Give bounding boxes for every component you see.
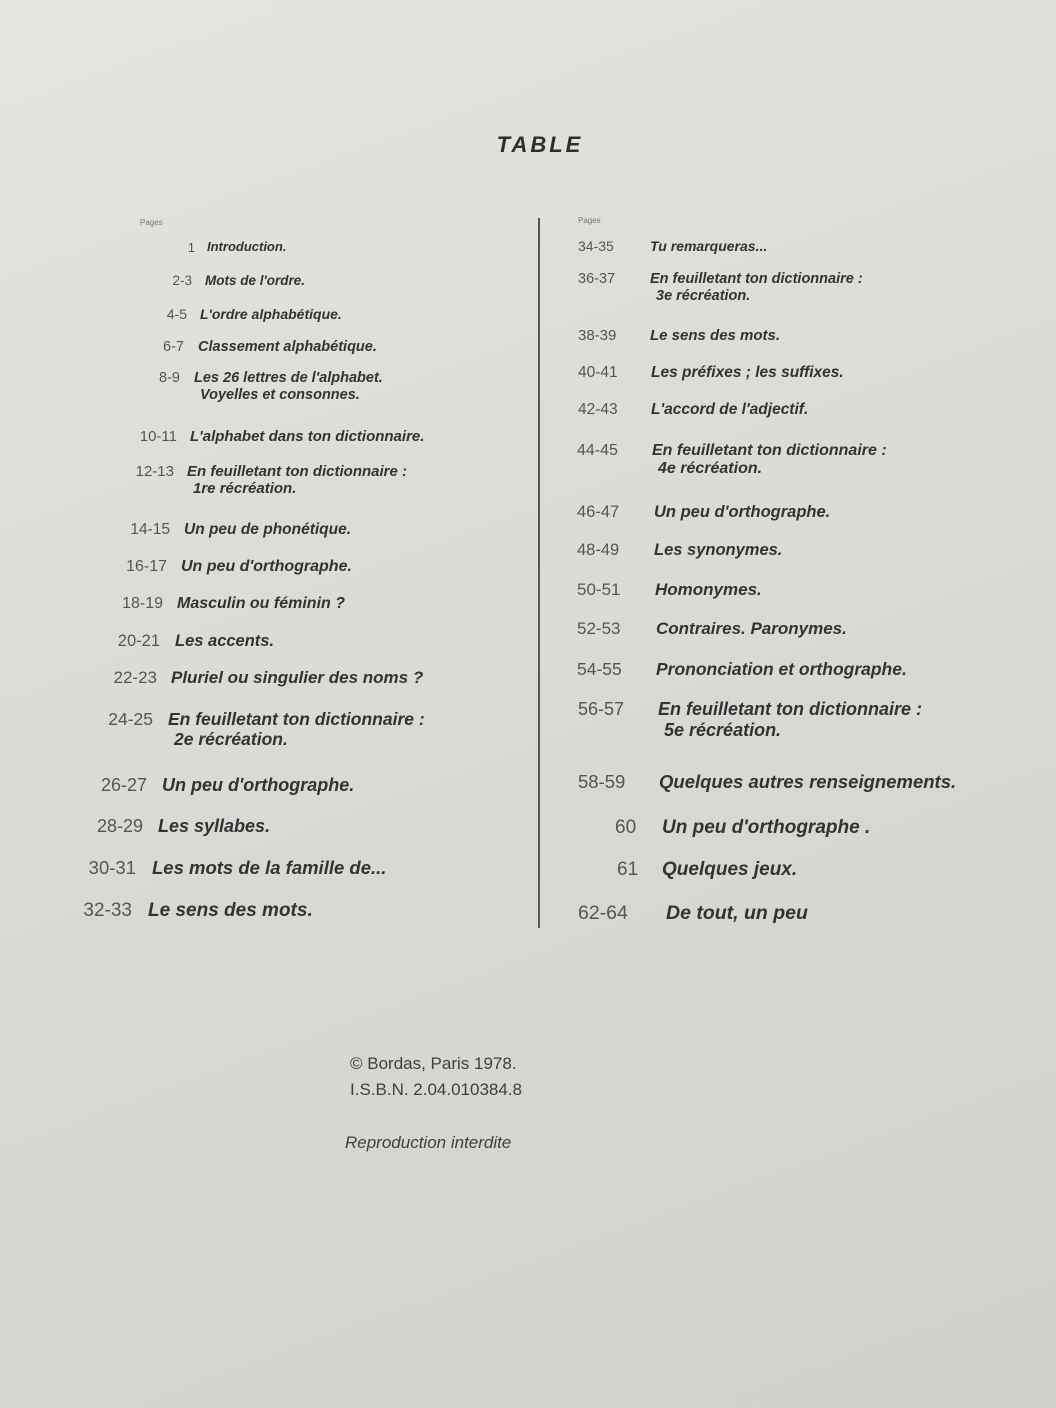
toc-page-number: 10-11 xyxy=(139,428,177,445)
toc-label-line: Homonymes. xyxy=(655,580,762,599)
toc-entry xyxy=(578,364,844,382)
toc-entry-label xyxy=(198,339,377,356)
toc-label-line: Quelques jeux. xyxy=(662,859,798,880)
toc-page-number: 18-19 xyxy=(122,595,163,612)
isbn-line: I.S.B.N. 2.04.010384.8 xyxy=(350,1080,523,1099)
toc-entry xyxy=(578,238,767,254)
toc-page-number: 26-27 xyxy=(100,775,147,795)
toc-entry-label xyxy=(666,902,808,924)
toc-label-line-2: 3e récréation. xyxy=(656,287,751,304)
toc-page-number: 42-43 xyxy=(578,401,618,418)
toc-entry-label xyxy=(168,709,425,749)
toc-entry-label xyxy=(651,364,844,382)
copyright-line: © Bordas, Paris 1978. xyxy=(350,1054,517,1073)
toc-entry-label xyxy=(650,327,780,344)
toc-label-line: Contraires. Paronymes. xyxy=(656,619,847,638)
toc-entry-label xyxy=(658,699,922,740)
toc-label-line: Les accents. xyxy=(175,632,275,650)
toc-label-line: Pluriel ou singulier des noms ? xyxy=(171,668,424,687)
toc-entry xyxy=(40,339,377,356)
toc-entry-label xyxy=(190,428,424,445)
toc-entry xyxy=(40,370,383,403)
toc-page-number: 12-13 xyxy=(135,463,174,480)
toc-label-line: Un peu de phonétique. xyxy=(184,521,352,538)
toc-entry xyxy=(577,503,830,522)
toc-label-line: Les synonymes. xyxy=(654,541,783,559)
reproduction-notice: Reproduction interdite xyxy=(345,1133,512,1152)
toc-label-line: Les syllabes. xyxy=(158,816,271,836)
toc-entry-label xyxy=(650,271,863,304)
toc-label-line: En feuilletant ton dictionnaire : xyxy=(658,699,923,719)
toc-label-line: Les préfixes ; les suffixes. xyxy=(651,364,844,381)
toc-label-line: Mots de l'ordre. xyxy=(205,273,305,288)
toc-entry-label xyxy=(662,859,797,881)
toc-entry-label xyxy=(162,775,354,796)
toc-page-number: 50-51 xyxy=(577,580,621,599)
toc-entry-label xyxy=(152,857,386,878)
toc-entry-label xyxy=(171,668,423,688)
toc-page-number: 40-41 xyxy=(578,364,618,381)
page-title: TABLE xyxy=(496,132,584,157)
toc-entry xyxy=(40,306,342,322)
toc-page-number: 22-23 xyxy=(113,668,157,687)
right-column-header: Pages xyxy=(578,216,601,225)
toc-label-line: En feuilletant ton dictionnaire : xyxy=(652,442,887,459)
toc-page-number: 1 xyxy=(187,240,195,255)
toc-entry-label xyxy=(654,541,782,560)
toc-page-number: 20-21 xyxy=(117,632,160,650)
toc-page-number: 8-9 xyxy=(159,370,180,386)
toc-page-number: 6-7 xyxy=(163,339,184,355)
toc-label-line: Introduction. xyxy=(207,239,287,254)
toc-entry xyxy=(578,699,922,740)
toc-label-line-2: 4e récréation. xyxy=(658,460,763,478)
toc-page-number: 54-55 xyxy=(577,659,622,679)
toc-entry xyxy=(40,709,425,749)
toc-entry xyxy=(40,775,354,796)
toc-entry xyxy=(40,521,351,539)
toc-entry-label xyxy=(652,442,887,479)
toc-entry xyxy=(617,859,797,881)
toc-entry xyxy=(40,632,274,651)
toc-page-number: 28-29 xyxy=(96,816,143,836)
toc-label-line: L'ordre alphabétique. xyxy=(200,306,342,322)
toc-page-number: 60 xyxy=(615,817,637,838)
toc-page-number: 16-17 xyxy=(126,558,167,575)
toc-page-number: 14-15 xyxy=(130,521,170,538)
toc-label-line: Le sens des mots. xyxy=(148,900,313,921)
toc-label-line: En feuilletant ton dictionnaire : xyxy=(187,463,408,480)
toc-entry xyxy=(40,900,313,922)
toc-entry xyxy=(577,619,847,639)
toc-label-line: L'accord de l'adjectif. xyxy=(651,401,809,418)
left-column-header: Pages xyxy=(140,218,163,227)
toc-entry-label xyxy=(175,632,274,651)
toc-entry-label xyxy=(181,558,352,576)
toc-page-number: 61 xyxy=(617,859,639,880)
toc-label-line: Un peu d'orthographe. xyxy=(162,775,355,795)
toc-entry xyxy=(578,271,863,304)
toc-entry-label xyxy=(184,521,351,539)
toc-entry xyxy=(40,816,270,837)
toc-label-line: Le sens des mots. xyxy=(650,327,781,344)
toc-entry xyxy=(577,442,887,479)
toc-entry-label xyxy=(659,771,956,792)
toc-entry xyxy=(40,428,424,445)
toc-entry xyxy=(40,668,423,688)
toc-label-line: En feuilletant ton dictionnaire : xyxy=(650,271,863,287)
toc-label-line-2: 2e récréation. xyxy=(174,729,288,750)
toc-entry xyxy=(40,595,345,613)
toc-entry-label xyxy=(655,580,762,600)
toc-label-line: L'alphabet dans ton dictionnaire. xyxy=(190,428,425,445)
toc-entry xyxy=(578,902,808,925)
toc-entry-label xyxy=(177,595,345,613)
toc-page-number: 32-33 xyxy=(83,900,132,921)
toc-label-line: Prononciation et orthographe. xyxy=(656,659,907,679)
toc-label-line: En feuilletant ton dictionnaire : xyxy=(168,709,425,729)
toc-label-line: Un peu d'orthographe . xyxy=(662,817,871,838)
toc-page-number: 56-57 xyxy=(578,699,625,719)
toc-entry xyxy=(577,580,762,600)
toc-entry xyxy=(577,541,782,560)
toc-entry-label xyxy=(158,816,270,837)
toc-label-line: Les 26 lettres de l'alphabet. xyxy=(194,370,383,386)
toc-page-number: 30-31 xyxy=(88,857,136,878)
toc-entry-label xyxy=(205,273,305,289)
toc-page-number: 44-45 xyxy=(577,442,618,459)
toc-page-number: 46-47 xyxy=(577,503,620,521)
toc-entry xyxy=(578,401,808,419)
toc-entry xyxy=(615,817,870,839)
toc-entry-label xyxy=(148,900,313,922)
toc-label-line-2: 1re récréation. xyxy=(193,480,297,498)
toc-entry xyxy=(40,273,305,289)
toc-label-line: Les mots de la famille de... xyxy=(152,857,387,878)
toc-entry xyxy=(577,659,907,680)
column-divider xyxy=(538,218,540,928)
toc-entry xyxy=(40,857,386,879)
toc-entry-label xyxy=(207,240,286,255)
toc-entry xyxy=(40,558,352,576)
toc-page-number: 24-25 xyxy=(108,709,153,729)
toc-entry xyxy=(40,463,407,498)
toc-page-number: 48-49 xyxy=(577,541,620,559)
toc-label-line: De tout, un peu xyxy=(666,902,808,924)
toc-entry-label xyxy=(656,659,907,679)
toc-label-line: Un peu d'orthographe. xyxy=(181,558,352,575)
toc-entry-label xyxy=(654,503,830,522)
toc-label-line: Classement alphabétique. xyxy=(198,339,377,355)
toc-page-number: 36-37 xyxy=(578,271,616,287)
toc-entry-label xyxy=(662,817,870,839)
toc-entry-label xyxy=(187,463,407,498)
toc-entry-label xyxy=(650,238,767,254)
toc-page-number: 58-59 xyxy=(578,771,626,792)
toc-page-number: 52-53 xyxy=(577,619,621,638)
toc-entry xyxy=(578,771,956,793)
toc-page-number: 62-64 xyxy=(578,902,628,924)
toc-label-line-2: 5e récréation. xyxy=(664,719,782,740)
toc-entry-label xyxy=(194,370,383,403)
toc-label-line: Masculin ou féminin ? xyxy=(177,595,346,612)
toc-page-number: 2-3 xyxy=(172,273,192,288)
toc-entry-label xyxy=(200,306,342,322)
toc-entry xyxy=(40,240,286,255)
toc-entry-label xyxy=(651,401,808,419)
toc-label-line: Tu remarqueras... xyxy=(650,238,768,254)
toc-entry xyxy=(578,327,780,344)
toc-page-number: 38-39 xyxy=(578,327,617,344)
toc-entry-label xyxy=(656,619,847,639)
toc-label-line: Quelques autres renseignements. xyxy=(659,771,957,792)
toc-label-line-2: Voyelles et consonnes. xyxy=(200,386,360,403)
toc-page-number: 34-35 xyxy=(578,238,614,254)
toc-page-number: 4-5 xyxy=(166,306,187,322)
toc-label-line: Un peu d'orthographe. xyxy=(654,503,831,521)
